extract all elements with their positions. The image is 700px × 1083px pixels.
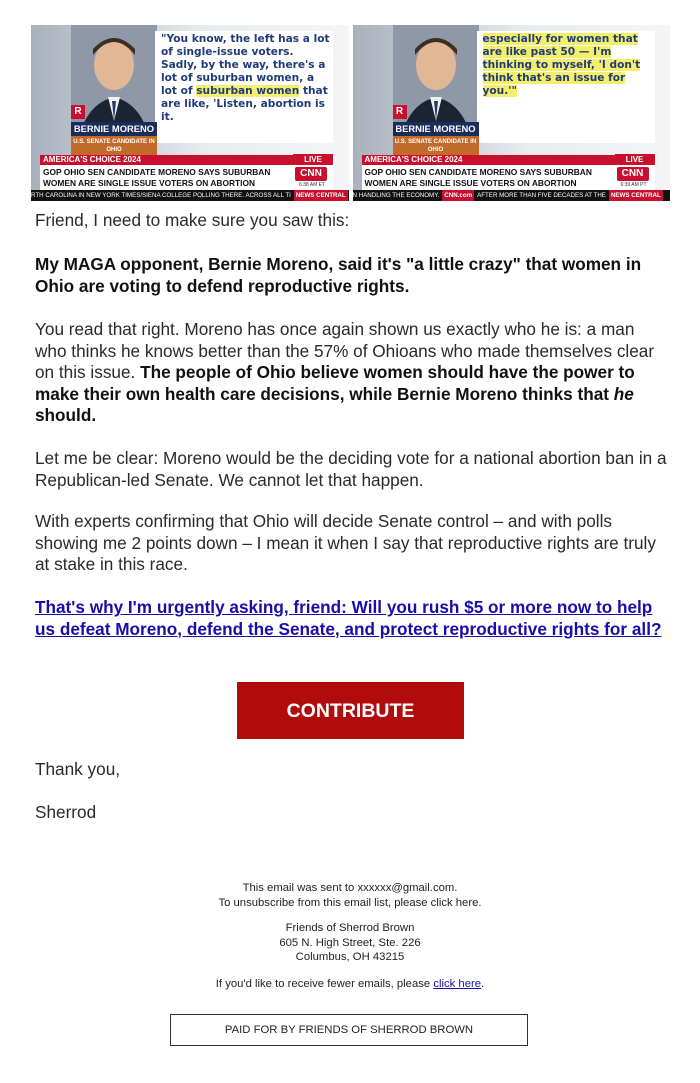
thanks-line: Thank you, [35,759,121,779]
quote-highlight: suburban women [196,85,300,97]
quote-text [161,33,331,124]
footer-fewer-emails [0,977,700,992]
election-banner: AMERICA'S CHOICE 2024 [40,155,320,165]
org-street: 605 N. High Street, Ste. 226 [279,936,421,949]
candidate-title-tag: U.S. SENATE CANDIDATE IN OHIO [393,136,479,155]
news-ticker [31,190,349,201]
ticker-site: CNN.com [444,192,473,199]
unsubscribe-line[interactable]: To unsubscribe from this email list, please click here. [218,896,482,909]
election-banner: AMERICA'S CHOICE 2024 [362,155,642,165]
org-name: Friends of Sherrod Brown [285,922,415,934]
candidate-name-tag: BERNIE MORENO [71,122,157,136]
paragraph-abortion-ban: Let me be clear: Moreno would be the deciding vote for a national abortion ban in a Republican-led Senate. We cannot let that happen. [35,448,667,490]
cnn-screenshots [31,25,670,201]
news-ticker [353,190,671,201]
org-city: Columbus, OH 43215 [295,951,405,963]
signature: Sherrod [35,802,97,822]
fewer-emails-suffix: . [481,978,485,990]
live-badge: LIVE [293,154,333,165]
cnn-logo: CNN [617,167,649,181]
paid-for-disclaimer: PAID FOR BY FRIENDS OF SHERROD BROWN [170,1014,528,1046]
broadcast-time: 6:39 AM PT [620,182,647,188]
party-badge: R [71,105,85,119]
cnn-logo: CNN [295,167,327,181]
candidate-name-tag: BERNIE MORENO [393,122,479,136]
live-badge: LIVE [615,154,655,165]
contribute-button[interactable]: CONTRIBUTE [237,682,464,739]
broadcast-time: 6:38 AM ET [298,182,326,188]
bold-text-b: should. [35,405,97,425]
chyron-headline: GOP OHIO SEN CANDIDATE MORENO SAYS SUBURBAN WOMEN ARE SINGLE ISSUE VOTERS ON ABORTION [362,165,611,190]
bold-text-a: The people of Ohio believe women should have the power to make their own health care decisions, while Bernie Moreno thinks that [35,362,635,404]
ticker-text: RTH CAROLINA IN NEW YORK TIMES/SIENA COLLEGE POLLING THERE. ACROSS ALL TI [31,192,291,199]
ticker-text: N HANDLING THE ECONOMY. [352,192,440,199]
quote-text [483,33,653,98]
cnn-frame-2 [353,25,671,201]
ask-paragraph [35,597,667,640]
quote-plain: "You know, the left has a lot of single-issue voters. Sadly, by the way, there's a lot of suburban women, a lot of [161,33,330,97]
ticker-text-end: AFTER MORE THAN FIVE DECADES AT THE [477,192,606,199]
footer-address [0,921,700,965]
greeting: Friend, I need to make sure you saw this: [35,210,350,230]
paragraph-text: You read that right. Moreno has once again shown us exactly who he is: a man who thinks he knows better than the 57% of Ohioans who made themselves clear on this issue. [35,319,655,382]
cnn-frame-1 [31,25,349,201]
ticker-tag: NEWS CENTRAL [295,192,346,199]
fewer-emails-link[interactable]: click here [433,978,482,990]
quote-after: that are like, 'Listen, abortion is it. [161,85,328,123]
candidate-title-tag: U.S. SENATE CANDIDATE IN OHIO [71,136,157,155]
footer-recipient [0,881,700,910]
ticker-tag: NEWS CENTRAL [610,192,661,199]
sent-to-line: This email was sent to xxxxxx@gmail.com. [242,882,458,894]
paragraph-moreno [35,319,667,427]
fewer-emails-text: If you'd like to receive fewer emails, please [215,978,434,990]
party-badge: R [393,105,407,119]
chyron-headline: GOP OHIO SEN CANDIDATE MORENO SAYS SUBURBAN WOMEN ARE SINGLE ISSUE VOTERS ON ABORTION [40,165,289,190]
paragraph-polls: With experts confirming that Ohio will decide Senate control – and with polls showing me 2 points down – I mean it when I say that reproductive rights are truly at stake in this race. [35,511,656,574]
quote-highlight: especially for women that are like past 50 — I'm thinking to myself, 'I don't think that's an issue for you.'" [482,33,641,97]
emphasis-he: he [613,383,634,404]
lead-paragraph: My MAGA opponent, Bernie Moreno, said it's "a little crazy" that women in Ohio are voting to defend reproductive rights. [35,254,642,296]
donation-ask-link[interactable]: That's why I'm urgently asking, friend: Will you rush $5 or more now to help us defeat Moreno, defend the Senate, and protect reproductive rights for all? [35,597,662,639]
